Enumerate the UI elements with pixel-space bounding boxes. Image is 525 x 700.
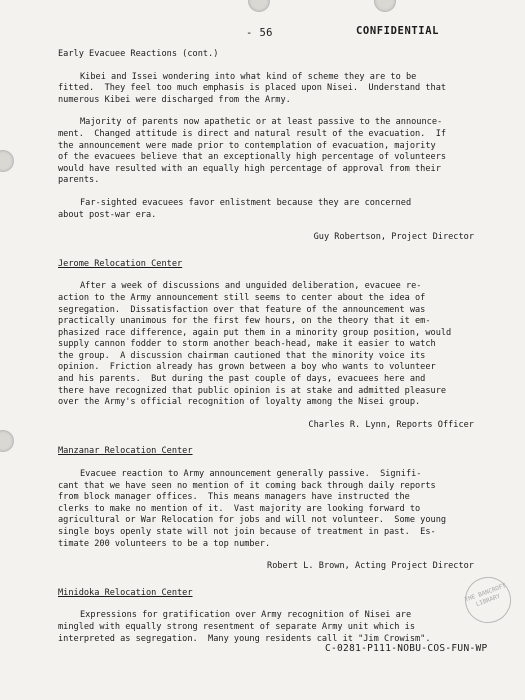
signature: Charles R. Lynn, Reports Officer <box>308 419 474 430</box>
paragraph: After a week of discussions and unguided deliberation, evacuee re- action to the Army announcement still seems to center about the idea of segregation. Dissatisfaction over that feature of the announcement was practically unanimous for the first few hours, on the theory that it em- phasized race difference, again put them in a minority group position, would supply cannon fodder to storm another beach-head, make it easier to watch the group. A discussion chairman cautioned that the minority voice its opinion. Friction already has grown between a boy who wants to volunteer and his parents. But during the past couple of days, evacuees here and there have recognized that public opinion is at stake and admitted pleasure over the Army's official recognition of loyalty among the Nisei group. <box>58 281 452 408</box>
section-early-reactions <box>58 49 478 244</box>
section-minidoka <box>58 588 478 645</box>
library-stamp: THE BANCROFT LIBRARY <box>459 571 518 630</box>
section-heading: Manzanar Relocation Center <box>58 446 193 457</box>
classification-label: CONFIDENTIAL <box>356 25 440 37</box>
signature: Guy Robertson, Project Director <box>313 232 474 243</box>
section-jerome <box>58 259 478 432</box>
section-heading: Jerome Relocation Center <box>58 258 183 269</box>
paragraph: Far-sighted evacuees favor enlistment because they are concerned about post-war era. <box>58 197 412 220</box>
paragraph: Majority of parents now apathetic or at least passive to the announce- ment. Changed attitude is direct and natural result of the evacuation. If the announcement were made prior to contemplation of evacuation, majority of the evacuees believe that an exceptionally high percentage of volunteers would have resulted with an equally high percentage of approval from their parents. <box>58 117 447 186</box>
page-number: - 56 <box>246 27 273 39</box>
paragraph: Kibei and Issei wondering into what kind of scheme they are to be fitted. They feel too much emphasis is placed upon Nisei. Understand that numerous Kibei were discharged from the Army. <box>58 71 447 105</box>
punch-hole <box>374 0 396 12</box>
section-heading: Minidoka Relocation Center <box>58 587 193 598</box>
paragraph: Expressions for gratification over Army recognition of Nisei are mingled with equally strong resentment of separate Army unit which is interpreted as segregation. Many young residents call it "Jim Crowism". <box>58 610 431 644</box>
document-reference: C-0281-P111-NOBU-COS-FUN-WP <box>325 643 488 654</box>
section-manzanar <box>58 446 478 572</box>
punch-hole <box>0 150 14 172</box>
signature: Robert L. Brown, Acting Project Director <box>267 561 474 572</box>
punch-hole <box>248 0 270 12</box>
section-heading: Early Evacuee Reactions (cont.) <box>58 49 219 59</box>
paragraph: Evacuee reaction to Army announcement generally passive. Signifi- cant that we have seen no mention of it coming back through daily reports from block manager offices. This means managers have instructed the clerks to make no mention of it. Vast majority are looking forward to agricultural or War Relocation for jobs and will not volunteer. Some young single boys openly state will not join because of treatment in past. Es- timate 200 volunteers to be a top number. <box>58 469 447 549</box>
document-body <box>58 49 478 645</box>
punch-hole <box>0 430 14 452</box>
